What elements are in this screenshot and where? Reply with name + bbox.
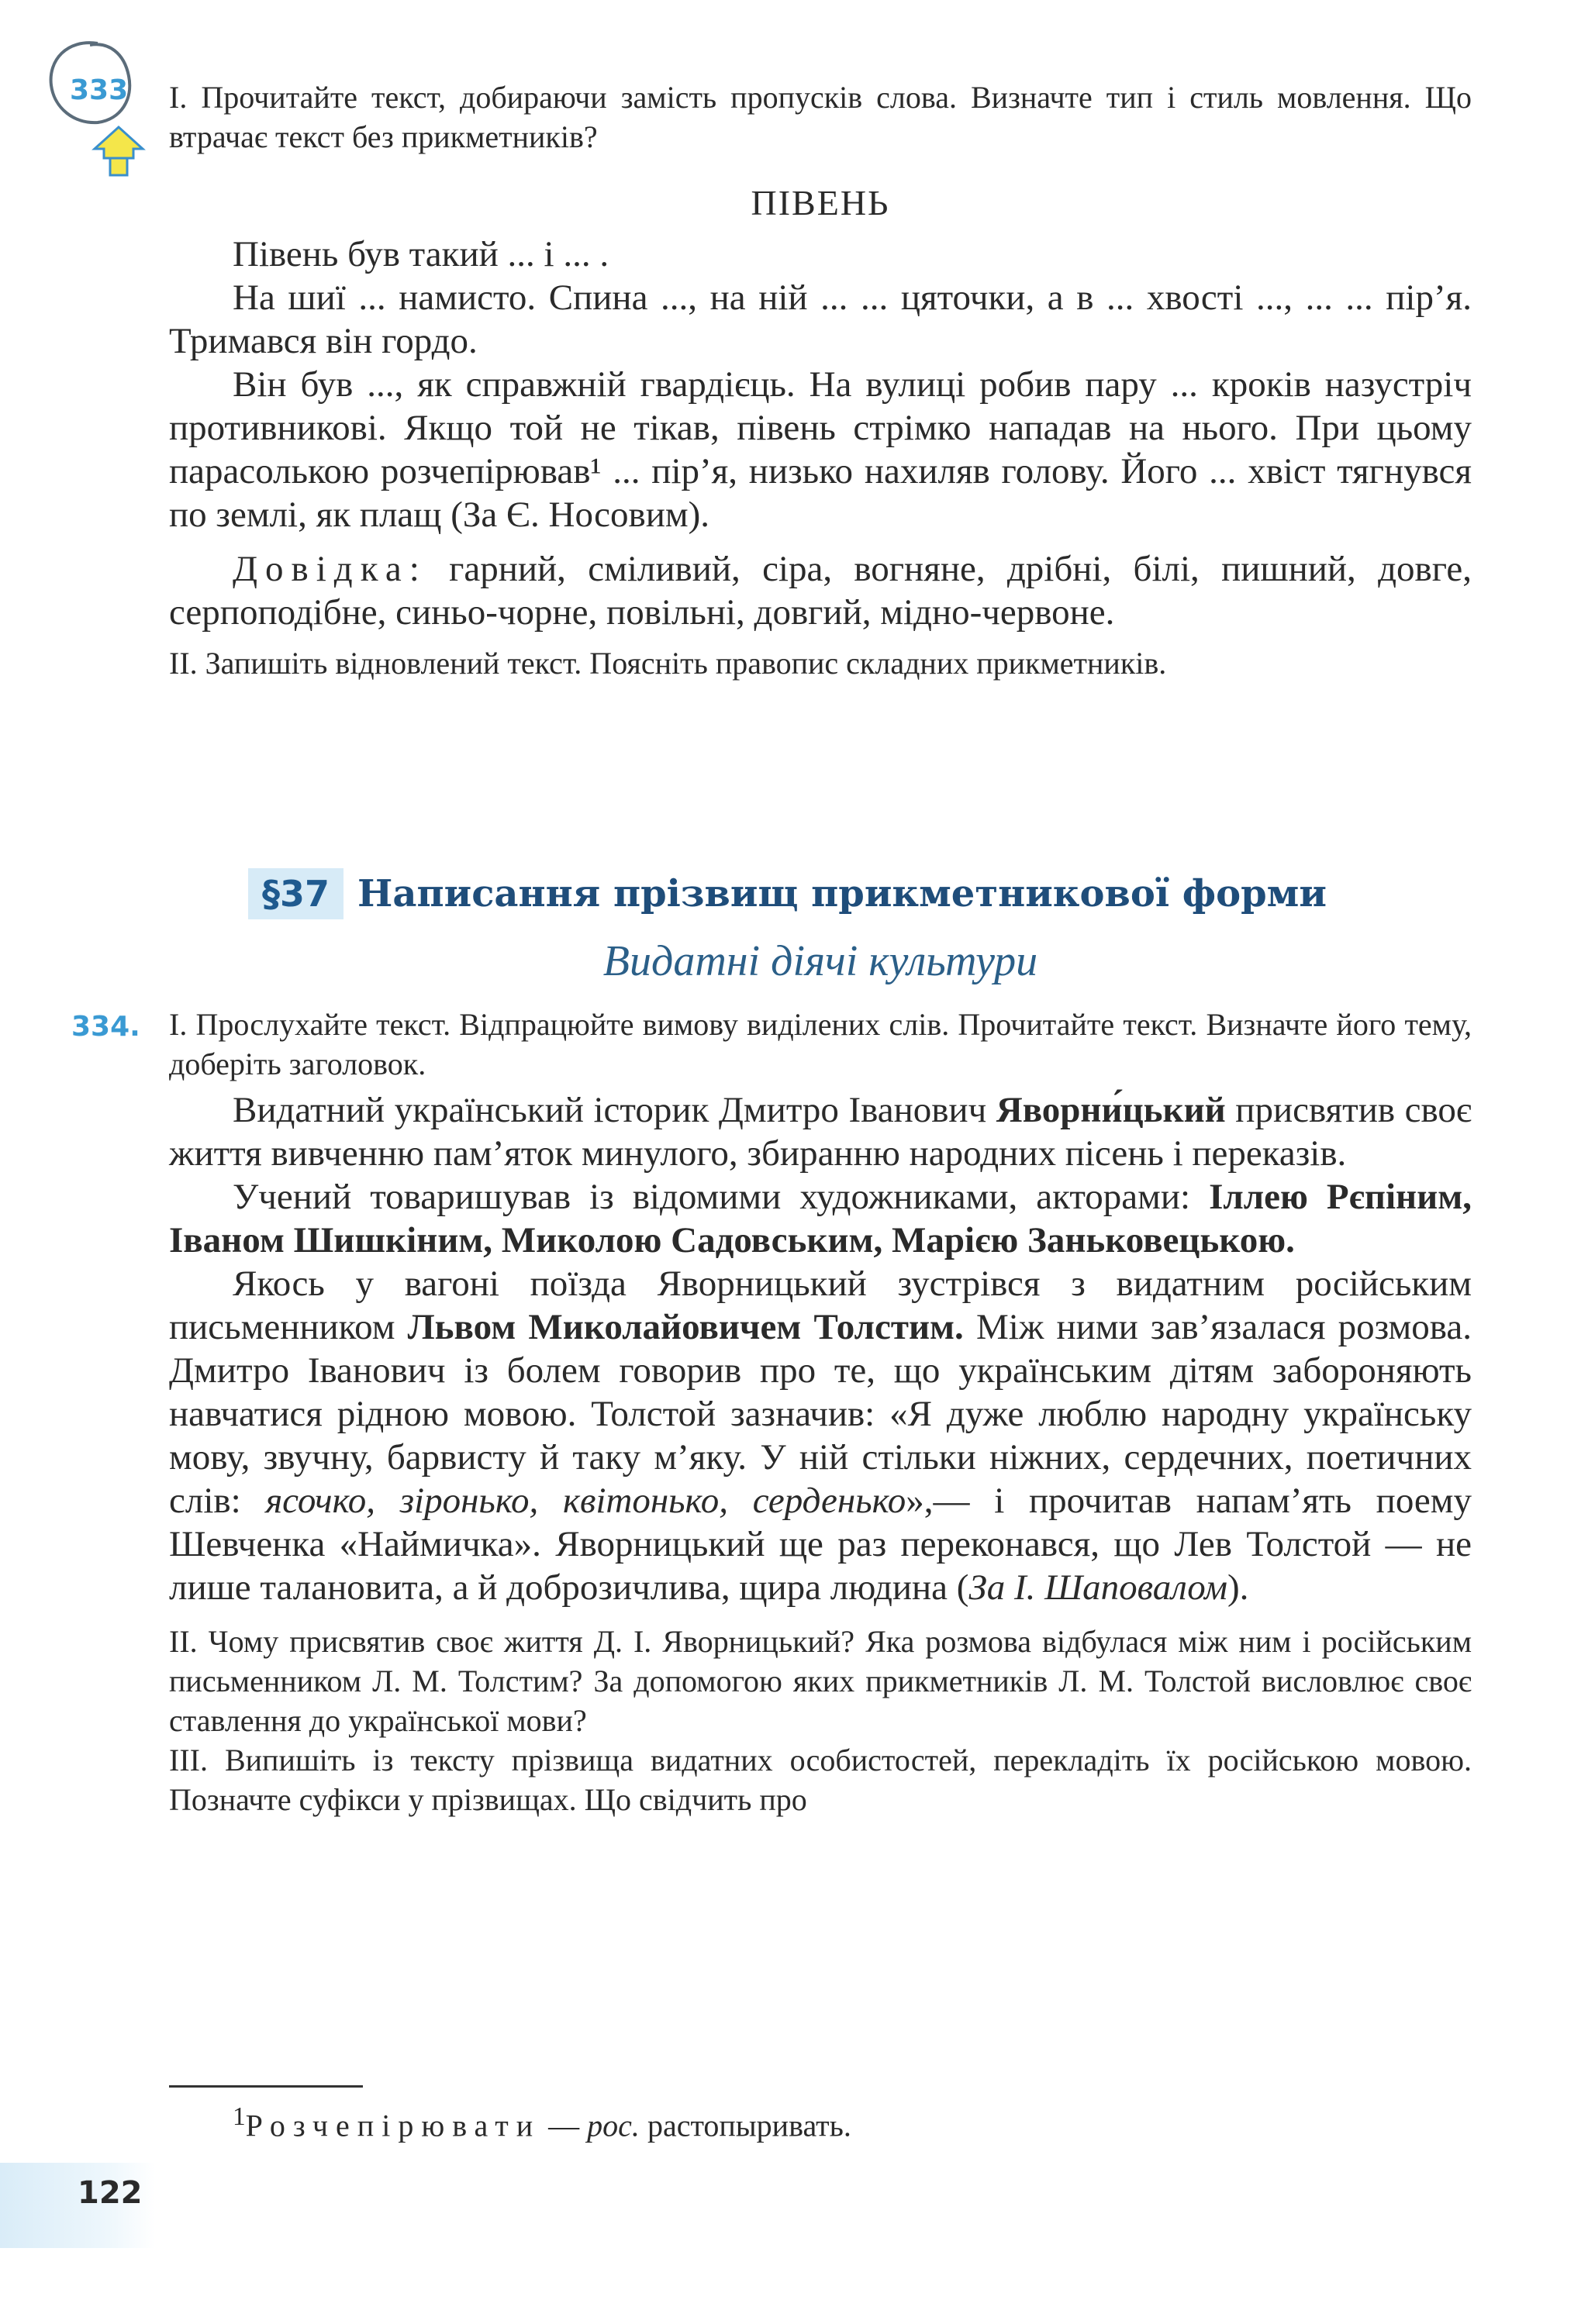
text-paragraph: Він був ..., як справжній гвардієць. На вулиці робив пару ... кроків назустріч противникові. Якщо той не тікав, півень стрімко нападав на нього. При цьому парасолькою розчепірював¹ ... пір’я, низько нахиляв голову. Його ... хвіст тягнувся по землі, як плащ (За Є. Носовим). (169, 364, 1472, 535)
highlighted-word: Яворни́цький (996, 1090, 1226, 1130)
text-paragraph (169, 1088, 1472, 1175)
highlighted-word: Іллею Рєпіним, Іваном Шишкіним, Миколою Садовським, Марією Заньковецькою. (169, 1177, 1472, 1260)
reference-label: Довідка: (233, 549, 427, 589)
paragraph-text: Видатний український історик Дмитро Іванович (233, 1090, 996, 1130)
italic-words: ясочко, зіронько, квітонько, серденько (265, 1481, 906, 1521)
text-paragraph: На шиї ... намисто. Спина ..., на ній ... ... цяточки, а в ... хвості ..., ... ... пір’я. Тримався він гордо. (169, 278, 1472, 361)
house-icon (91, 124, 146, 178)
exercise-334-task-3: III. Випишіть із тексту прізвища видатних особистостей, перекладіть їх російською мовою. Позначте суфікси у прізвищах. Що свідчить про (169, 1743, 1472, 1817)
section-number: §37 (248, 868, 343, 919)
exercise-333-text (169, 233, 1472, 683)
section-subtitle: Видатні діячі культури (602, 937, 1038, 985)
paragraph-text: присвятив своє життя вивченню пам’яток минулого, збиранню народних пісень і переказів. (169, 1090, 1472, 1174)
reference-words: гарний, сміливий, сіра, вогняне, дрібні, білі, пишний, довге, серпоподібне, синьо-чорне, повільні, довгий, мідно-червоне. (169, 549, 1472, 633)
exercise-334-task-2: II. Чому присвятив своє життя Д. І. Яворницький? Яка розмова відбулася між ним і російським письменником Л. М. Толстим? За допомогою яких прикметників Л. М. Толстой висловлює своє ставлення до української мови? (169, 1624, 1472, 1738)
paragraph-text: Учений товаришував із відомими художниками, акторами: (233, 1177, 1210, 1217)
text-paragraph (169, 1175, 1472, 1262)
text-paragraph: Півень був такий ... і ... . (233, 234, 609, 274)
footnote-term: Розчепірювати (245, 2108, 541, 2143)
source-attribution: За І. Шаповалом (968, 1567, 1227, 1608)
highlighted-word: Львом Миколайовичем Толстим. (407, 1307, 964, 1347)
exercise-333-task-1: I. Прочитайте текст, добираючи замість пропусків слова. Визначте тип і стиль мовлення. Що втрачає текст без прикметників? (169, 80, 1472, 154)
footnote-mark: 1 (233, 2102, 246, 2131)
exercise-333-number: 333 (70, 74, 129, 106)
reference-paragraph (169, 547, 1472, 634)
exercise-334 (169, 1005, 1472, 1819)
paragraph-text: ). (1227, 1567, 1249, 1608)
paragraph-text: Між ними зав’язалася розмова. Дмитро Іванович із болем говорив про те, що українським дітям забороняють навчатися рідною мовою. Толстой зазначив: «Я дуже люблю народну українську мову, звучну, барвисту й таку м’яку. У ній стільки ніжних, сердечних, поетичних слів: (169, 1307, 1472, 1521)
paragraph-text: »,— і прочитав напам’ять поему Шевченка «Наймичка». Яворницький ще раз переконався, що Лев Толстой — не лише талановита, а й доброзичлива, щира людина ( (169, 1481, 1472, 1608)
text-title: ПІВЕНЬ (751, 183, 890, 222)
footnote-divider (169, 2085, 363, 2088)
exercise-333-task-2: II. Запишіть відновлений текст. Поясніть правопис складних прикметників. (169, 646, 1167, 681)
footnote-translation: растопыривать. (639, 2108, 851, 2143)
footnote-dash: — (540, 2108, 588, 2143)
footnote (233, 2102, 851, 2143)
page-number: 122 (78, 2175, 143, 2211)
exercise-334-task-1: I. Прослухайте текст. Відпрацюйте вимову виділених слів. Прочитайте текст. Визначте його тему, доберіть заголовок. (169, 1007, 1472, 1081)
section-title: Написання прізвищ прикметникової форми (357, 872, 1327, 915)
text-paragraph (169, 1262, 1472, 1609)
section-header (248, 860, 1327, 927)
exercise-334-number: 334. (71, 1011, 140, 1043)
footnote-lang: рос. (587, 2108, 640, 2143)
paragraph-text: Якось у вагоні поїзда Яворницький зустрівся з видатним російським письменником (169, 1264, 1472, 1347)
